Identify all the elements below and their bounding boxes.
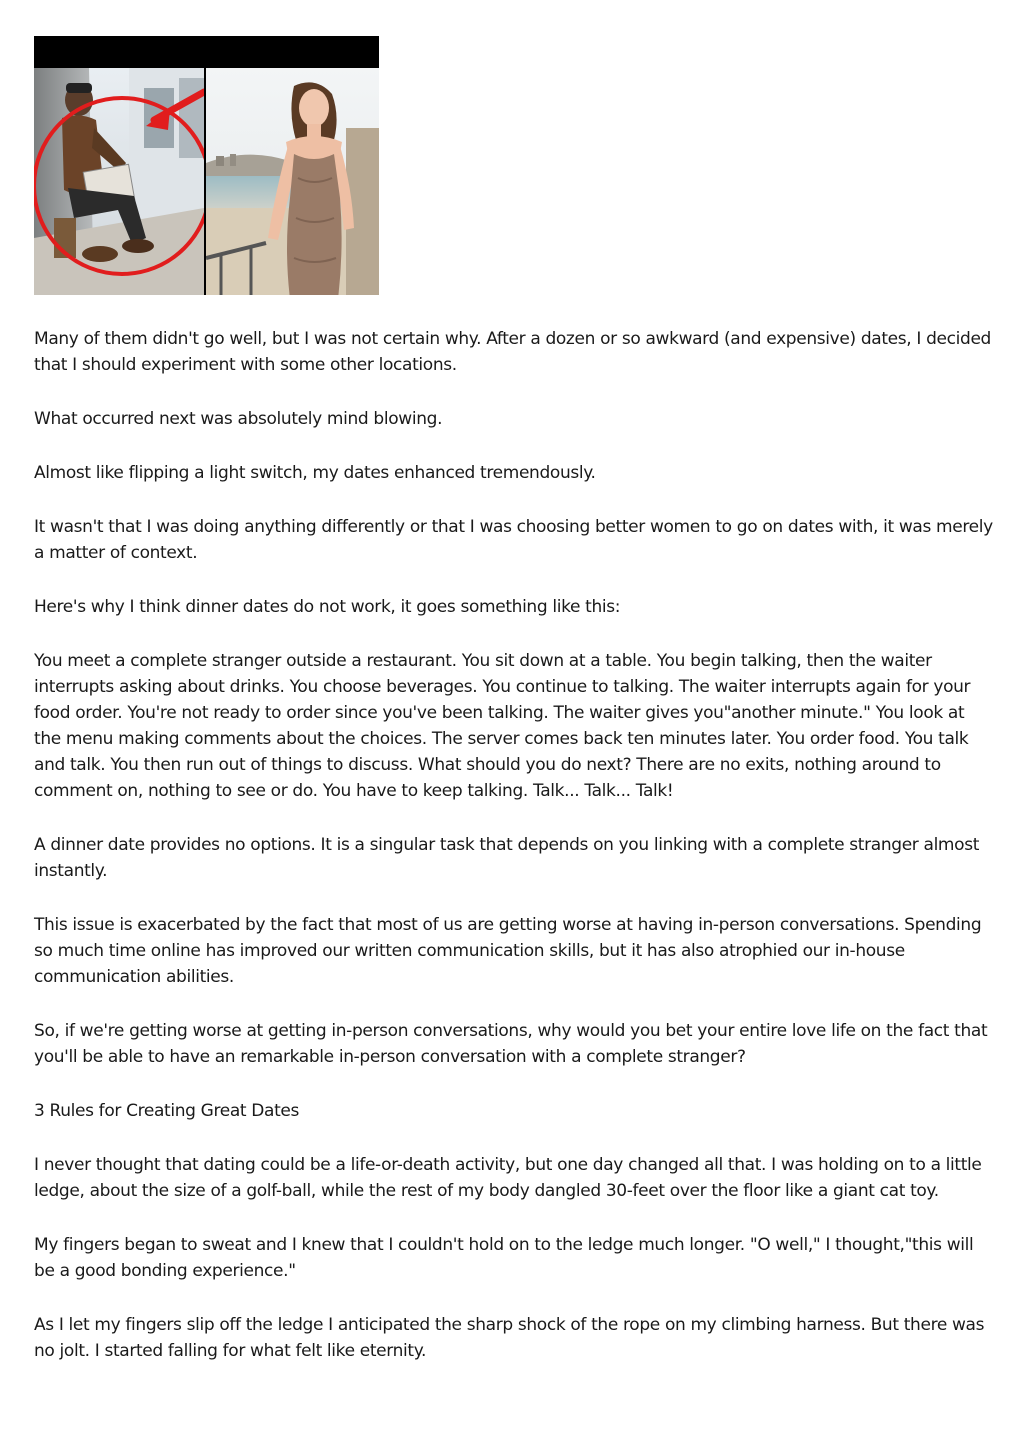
- article-body: [34, 326, 994, 1392]
- paragraph: It wasn't that I was doing anything differently or that I was choosing better women to go on dates with, it was merely a matter of context.: [34, 517, 993, 563]
- paragraph: This issue is exacerbated by the fact that most of us are getting worse at having in-person conversations. Spending so much time online has improved our written communication skills, but it has also atrophied our in-house communication abilities.: [34, 915, 982, 987]
- paragraph: You meet a complete stranger outside a restaurant. You sit down at a table. You begin talking, then the waiter interrupts asking about drinks. You choose beverages. You continue to talking. The waiter interrupts again for your food order. You're not ready to order since you've been talking. The waiter gives you"another minute." You look at the menu making comments about the choices. The server comes back ten minutes later. You order food. You talk and talk. You then run out of things to discuss. What should you do next? There are no exits, nothing around to comment on, nothing to see or do. You have to keep talking. Talk... Talk... Talk!: [34, 651, 971, 801]
- paragraph: Here's why I think dinner dates do not work, it goes something like this:: [34, 597, 621, 617]
- paragraph: As I let my fingers slip off the ledge I anticipated the sharp shock of the rope on my climbing harness. But there was no jolt. I started falling for what felt like eternity.: [34, 1315, 985, 1361]
- paragraph: A dinner date provides no options. It is a singular task that depends on you linking with a complete stranger almost instantly.: [34, 835, 980, 881]
- paragraph: Many of them didn't go well, but I was not certain why. After a dozen or so awkward (and expensive) dates, I decided that I should experiment with some other locations.: [34, 329, 991, 375]
- seated-man-illustration: [34, 68, 204, 295]
- paragraph: My fingers began to sweat and I knew that I couldn't hold on to the ledge much longer. "O well," I thought,"this will be a good bonding experience.": [34, 1235, 974, 1281]
- paragraph: Almost like flipping a light switch, my dates enhanced tremendously.: [34, 463, 596, 483]
- left-photo-panel: [34, 68, 204, 295]
- right-photo-panel: [206, 68, 379, 295]
- paragraph: So, if we're getting worse at getting in-person conversations, why would you bet your entire love life on the fact that you'll be able to have an remarkable in-person conversation with a complete stranger?: [34, 1021, 988, 1067]
- section-heading: 3 Rules for Creating Great Dates: [34, 1101, 300, 1121]
- standing-woman-illustration: [206, 68, 379, 295]
- paragraph: What occurred next was absolutely mind blowing.: [34, 409, 443, 429]
- paragraph: I never thought that dating could be a life-or-death activity, but one day changed all that. I was holding on to a little ledge, about the size of a golf-ball, while the rest of my body dangled 30-feet over the floor like a giant cat toy.: [34, 1155, 982, 1201]
- hero-image: [34, 36, 379, 295]
